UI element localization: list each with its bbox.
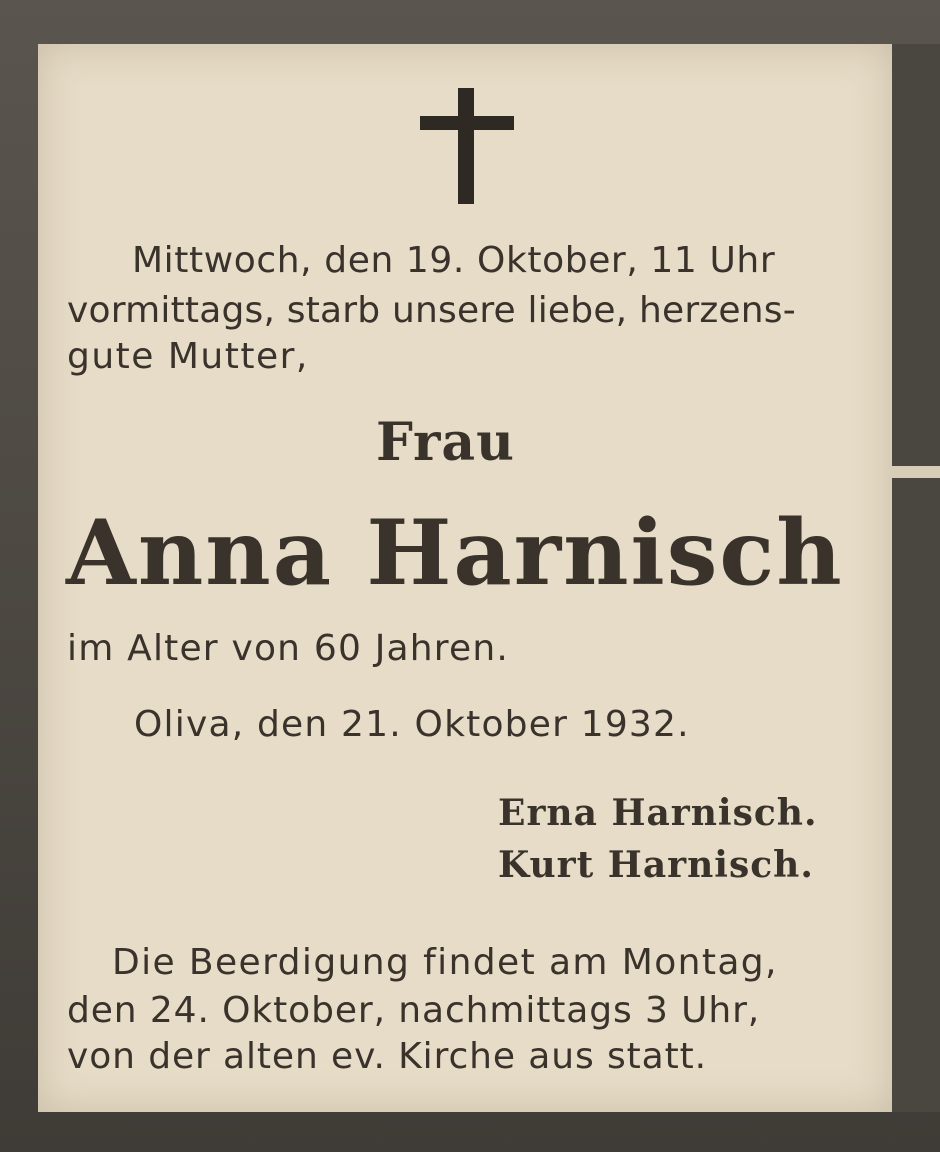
signatory-1: Erna Harnisch. [498, 792, 818, 834]
deceased-name: Anna Harnisch [66, 500, 844, 606]
place-date: Oliva, den 21. Oktober 1932. [134, 704, 690, 745]
latin-cross-icon [420, 88, 514, 204]
column-gap [892, 466, 940, 478]
honorific: Frau [376, 412, 515, 473]
intro-line-3: gute Mutter, [67, 336, 309, 377]
intro-line-1: Mittwoch, den 19. Oktober, 11 Uhr [132, 240, 776, 281]
funeral-line-3: von der alten ev. Kirche aus statt. [67, 1036, 707, 1077]
intro-line-2: vormittags, starb unsere liebe, herzens- [67, 290, 796, 331]
signatory-2: Kurt Harnisch. [498, 844, 814, 886]
funeral-line-1: Die Beerdigung findet am Montag, [112, 942, 778, 983]
age-line: im Alter von 60 Jahren. [67, 628, 510, 669]
adjacent-column-edge [892, 44, 940, 1112]
funeral-line-2: den 24. Oktober, nachmittags 3 Uhr, [67, 990, 761, 1031]
